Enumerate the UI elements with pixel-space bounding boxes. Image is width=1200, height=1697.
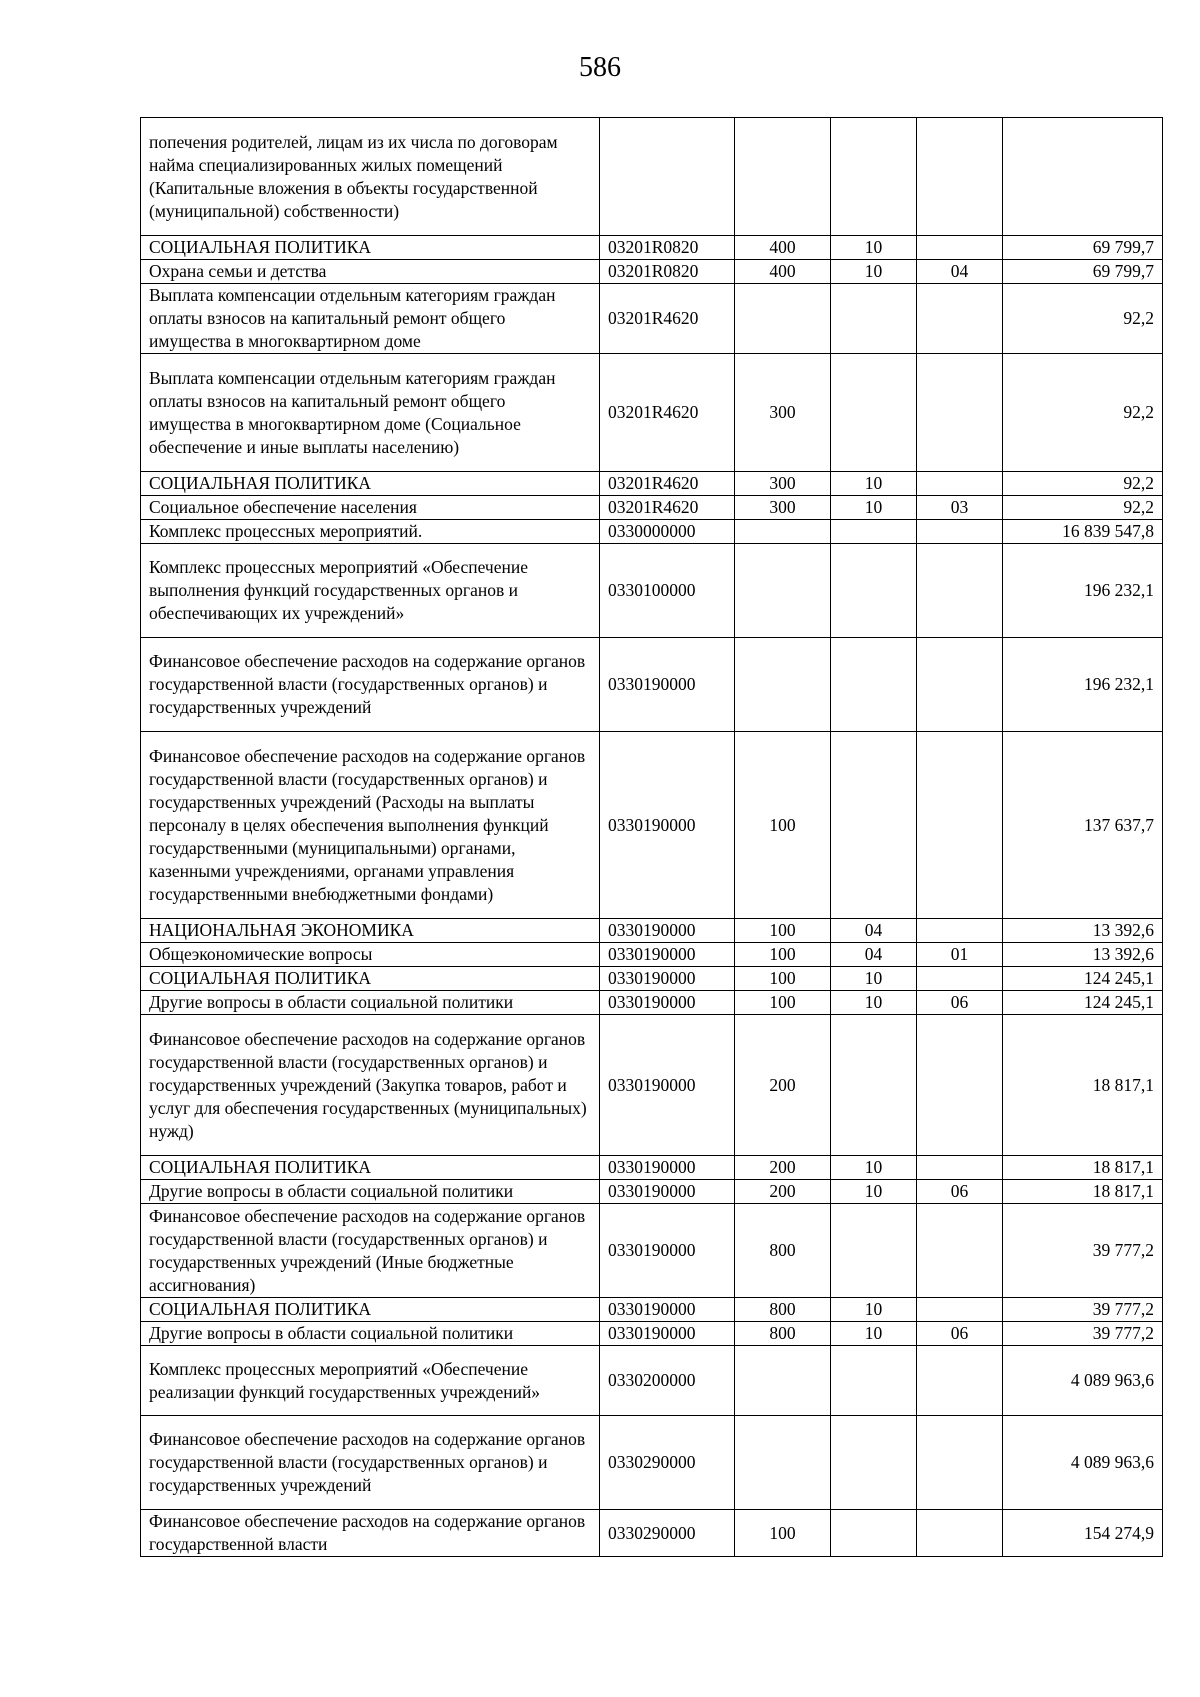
- row-name: Финансовое обеспечение расходов на содержание органов государственной власти (государственных органов) и государственных учреждений (Закупка товаров, работ и услуг для обеспечения государственных (муниципальных) нужд): [141, 1015, 600, 1156]
- row-name: СОЦИАЛЬНАЯ ПОЛИТИКА: [141, 1298, 600, 1322]
- row-amount: 18 817,1: [1003, 1156, 1163, 1180]
- row-expense-type: [735, 544, 831, 638]
- row-subsection: [917, 1156, 1003, 1180]
- table-row: [141, 943, 1163, 967]
- table-row: [141, 236, 1163, 260]
- row-section: 10: [831, 967, 917, 991]
- row-section: 10: [831, 236, 917, 260]
- row-expense-type: 100: [735, 967, 831, 991]
- row-amount: 124 245,1: [1003, 967, 1163, 991]
- row-name: Комплекс процессных мероприятий «Обеспечение выполнения функций государственных органов и обеспечивающих их учреждений»: [141, 544, 600, 638]
- table-row: [141, 354, 1163, 472]
- row-expense-type: 200: [735, 1156, 831, 1180]
- row-target-code: 03201R4620: [600, 354, 735, 472]
- row-subsection: 01: [917, 943, 1003, 967]
- row-subsection: [917, 967, 1003, 991]
- row-amount: 69 799,7: [1003, 236, 1163, 260]
- table-row: [141, 1204, 1163, 1298]
- row-subsection: 06: [917, 1322, 1003, 1346]
- row-amount: 196 232,1: [1003, 544, 1163, 638]
- row-section: 10: [831, 991, 917, 1015]
- row-subsection: 06: [917, 1180, 1003, 1204]
- row-target-code: 0330190000: [600, 1156, 735, 1180]
- row-section: 10: [831, 260, 917, 284]
- row-amount: 39 777,2: [1003, 1204, 1163, 1298]
- row-target-code: 03201R4620: [600, 496, 735, 520]
- row-target-code: 03201R0820: [600, 260, 735, 284]
- row-target-code: 03201R4620: [600, 472, 735, 496]
- row-section: [831, 1510, 917, 1557]
- row-name: Финансовое обеспечение расходов на содержание органов государственной власти (государственных органов) и государственных учреждений (Иные бюджетные ассигнования): [141, 1204, 600, 1298]
- row-target-code: [600, 118, 735, 236]
- row-target-code: 0330000000: [600, 520, 735, 544]
- row-name: Финансовое обеспечение расходов на содержание органов государственной власти (государственных органов) и государственных учреждений (Расходы на выплаты персоналу в целях обеспечения выполнения функций государственными (муниципальными) органами, казенными учреждениями, органами управления государственными внебюджетными фондами): [141, 732, 600, 919]
- row-target-code: 03201R0820: [600, 236, 735, 260]
- table-row: [141, 1510, 1163, 1557]
- row-subsection: [917, 472, 1003, 496]
- row-amount: 4 089 963,6: [1003, 1416, 1163, 1510]
- row-section: 04: [831, 943, 917, 967]
- row-subsection: [917, 544, 1003, 638]
- row-name: СОЦИАЛЬНАЯ ПОЛИТИКА: [141, 236, 600, 260]
- row-expense-type: [735, 1416, 831, 1510]
- row-name: СОЦИАЛЬНАЯ ПОЛИТИКА: [141, 967, 600, 991]
- row-amount: 154 274,9: [1003, 1510, 1163, 1557]
- row-expense-type: [735, 520, 831, 544]
- row-section: [831, 1015, 917, 1156]
- row-target-code: 0330190000: [600, 1298, 735, 1322]
- row-amount: 13 392,6: [1003, 919, 1163, 943]
- row-expense-type: 100: [735, 919, 831, 943]
- row-subsection: [917, 1204, 1003, 1298]
- row-expense-type: 400: [735, 260, 831, 284]
- row-name: Выплата компенсации отдельным категориям граждан оплаты взносов на капитальный ремонт общего имущества в многоквартирном доме: [141, 284, 600, 354]
- row-section: [831, 544, 917, 638]
- row-subsection: 04: [917, 260, 1003, 284]
- row-subsection: [917, 638, 1003, 732]
- row-amount: 92,2: [1003, 472, 1163, 496]
- budget-table: [140, 117, 1163, 1557]
- table-row: [141, 1180, 1163, 1204]
- row-section: [831, 638, 917, 732]
- row-target-code: 0330290000: [600, 1510, 735, 1557]
- row-section: 10: [831, 496, 917, 520]
- row-target-code: 03201R4620: [600, 284, 735, 354]
- row-subsection: 03: [917, 496, 1003, 520]
- row-subsection: [917, 919, 1003, 943]
- row-name: Комплекс процессных мероприятий «Обеспечение реализации функций государственных учреждений»: [141, 1346, 600, 1416]
- row-name: Социальное обеспечение населения: [141, 496, 600, 520]
- row-section: [831, 1416, 917, 1510]
- row-target-code: 0330190000: [600, 967, 735, 991]
- table-row: [141, 544, 1163, 638]
- row-subsection: [917, 732, 1003, 919]
- row-section: [831, 354, 917, 472]
- row-amount: 18 817,1: [1003, 1180, 1163, 1204]
- row-expense-type: 100: [735, 943, 831, 967]
- table-row: [141, 1416, 1163, 1510]
- row-target-code: 0330190000: [600, 1204, 735, 1298]
- row-section: 10: [831, 472, 917, 496]
- table-row: [141, 284, 1163, 354]
- row-amount: 124 245,1: [1003, 991, 1163, 1015]
- table-row: [141, 638, 1163, 732]
- table-row: [141, 496, 1163, 520]
- row-section: 04: [831, 919, 917, 943]
- table-row: [141, 1322, 1163, 1346]
- row-amount: 39 777,2: [1003, 1298, 1163, 1322]
- row-expense-type: 100: [735, 991, 831, 1015]
- row-target-code: 0330290000: [600, 1416, 735, 1510]
- row-name: СОЦИАЛЬНАЯ ПОЛИТИКА: [141, 1156, 600, 1180]
- row-subsection: [917, 520, 1003, 544]
- table-row: [141, 991, 1163, 1015]
- table-row: [141, 260, 1163, 284]
- row-section: 10: [831, 1298, 917, 1322]
- row-amount: 92,2: [1003, 284, 1163, 354]
- row-target-code: 0330190000: [600, 943, 735, 967]
- row-expense-type: 100: [735, 732, 831, 919]
- table-row: [141, 472, 1163, 496]
- row-target-code: 0330190000: [600, 1015, 735, 1156]
- row-expense-type: 800: [735, 1298, 831, 1322]
- row-target-code: 0330200000: [600, 1346, 735, 1416]
- row-name: Финансовое обеспечение расходов на содержание органов государственной власти: [141, 1510, 600, 1557]
- row-amount: 4 089 963,6: [1003, 1346, 1163, 1416]
- table-row: [141, 1156, 1163, 1180]
- row-amount: 137 637,7: [1003, 732, 1163, 919]
- row-amount: 69 799,7: [1003, 260, 1163, 284]
- row-amount: 18 817,1: [1003, 1015, 1163, 1156]
- row-expense-type: 200: [735, 1180, 831, 1204]
- row-amount: [1003, 118, 1163, 236]
- row-section: 10: [831, 1322, 917, 1346]
- row-target-code: 0330100000: [600, 544, 735, 638]
- row-expense-type: [735, 118, 831, 236]
- row-name: Финансовое обеспечение расходов на содержание органов государственной власти (государственных органов) и государственных учреждений: [141, 638, 600, 732]
- row-amount: 92,2: [1003, 496, 1163, 520]
- row-subsection: [917, 284, 1003, 354]
- row-expense-type: 400: [735, 236, 831, 260]
- row-name: Финансовое обеспечение расходов на содержание органов государственной власти (государственных органов) и государственных учреждений: [141, 1416, 600, 1510]
- row-name: СОЦИАЛЬНАЯ ПОЛИТИКА: [141, 472, 600, 496]
- row-section: [831, 118, 917, 236]
- row-subsection: [917, 1346, 1003, 1416]
- row-section: [831, 732, 917, 919]
- row-expense-type: [735, 1346, 831, 1416]
- row-subsection: [917, 1510, 1003, 1557]
- row-target-code: 0330190000: [600, 1180, 735, 1204]
- table-row: [141, 118, 1163, 236]
- row-expense-type: 300: [735, 472, 831, 496]
- row-amount: 39 777,2: [1003, 1322, 1163, 1346]
- table-row: [141, 520, 1163, 544]
- row-name: Другие вопросы в области социальной политики: [141, 991, 600, 1015]
- row-expense-type: [735, 638, 831, 732]
- row-expense-type: [735, 284, 831, 354]
- row-expense-type: 300: [735, 354, 831, 472]
- row-target-code: 0330190000: [600, 732, 735, 919]
- table-row: [141, 732, 1163, 919]
- row-target-code: 0330190000: [600, 638, 735, 732]
- row-amount: 196 232,1: [1003, 638, 1163, 732]
- row-section: [831, 284, 917, 354]
- row-subsection: [917, 1015, 1003, 1156]
- row-name: Общеэкономические вопросы: [141, 943, 600, 967]
- row-expense-type: 300: [735, 496, 831, 520]
- row-subsection: [917, 354, 1003, 472]
- row-name: попечения родителей, лицам из их числа по договорам найма специализированных жилых помещений (Капитальные вложения в объекты государственной (муниципальной) собственности): [141, 118, 600, 236]
- row-subsection: [917, 1416, 1003, 1510]
- row-expense-type: 200: [735, 1015, 831, 1156]
- row-name: Комплекс процессных мероприятий.: [141, 520, 600, 544]
- row-name: Другие вопросы в области социальной политики: [141, 1322, 600, 1346]
- table-row: [141, 967, 1163, 991]
- row-subsection: [917, 118, 1003, 236]
- table-row: [141, 1346, 1163, 1416]
- row-amount: 13 392,6: [1003, 943, 1163, 967]
- page-number: 586: [579, 52, 621, 83]
- row-subsection: [917, 236, 1003, 260]
- row-target-code: 0330190000: [600, 919, 735, 943]
- row-subsection: [917, 1298, 1003, 1322]
- row-expense-type: 100: [735, 1510, 831, 1557]
- table-row: [141, 1015, 1163, 1156]
- table-row: [141, 1298, 1163, 1322]
- row-name: Выплата компенсации отдельным категориям граждан оплаты взносов на капитальный ремонт общего имущества в многоквартирном доме (Социальное обеспечение и иные выплаты населению): [141, 354, 600, 472]
- row-amount: 92,2: [1003, 354, 1163, 472]
- row-name: НАЦИОНАЛЬНАЯ ЭКОНОМИКА: [141, 919, 600, 943]
- row-section: 10: [831, 1180, 917, 1204]
- row-expense-type: 800: [735, 1204, 831, 1298]
- row-section: [831, 1346, 917, 1416]
- row-name: Другие вопросы в области социальной политики: [141, 1180, 600, 1204]
- table-row: [141, 919, 1163, 943]
- row-target-code: 0330190000: [600, 1322, 735, 1346]
- row-name: Охрана семьи и детства: [141, 260, 600, 284]
- row-amount: 16 839 547,8: [1003, 520, 1163, 544]
- row-subsection: 06: [917, 991, 1003, 1015]
- row-section: [831, 1204, 917, 1298]
- row-target-code: 0330190000: [600, 991, 735, 1015]
- row-expense-type: 800: [735, 1322, 831, 1346]
- row-section: [831, 520, 917, 544]
- row-section: 10: [831, 1156, 917, 1180]
